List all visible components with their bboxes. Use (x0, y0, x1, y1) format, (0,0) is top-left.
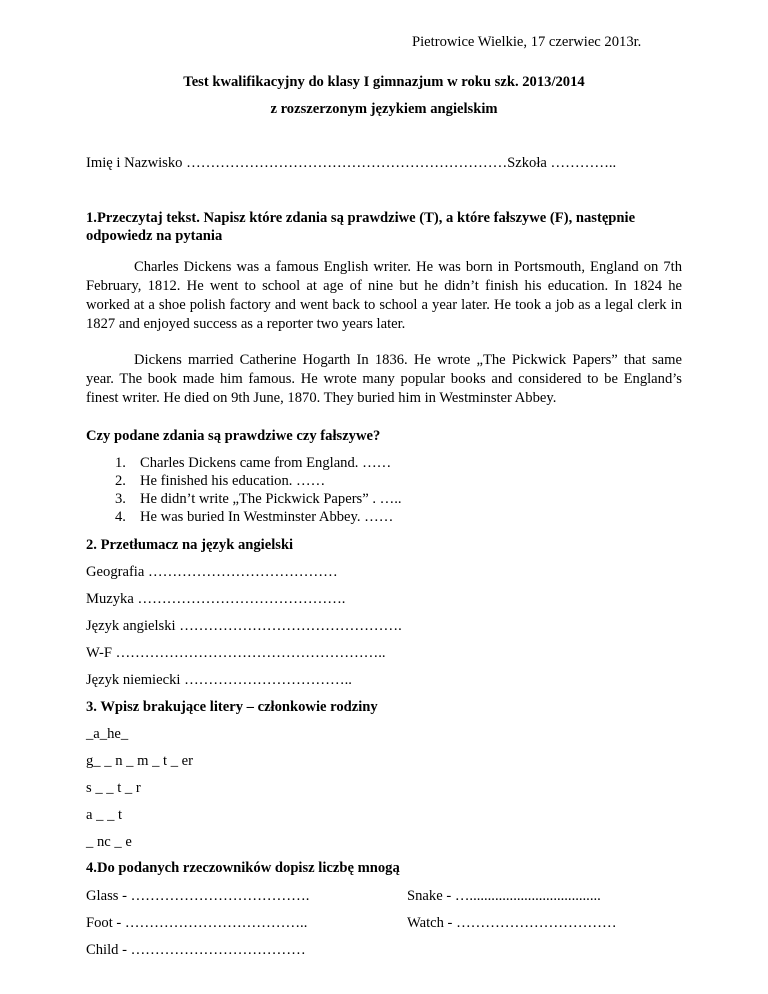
reading-paragraph-1 (86, 258, 682, 334)
plural-item-snake[interactable]: Snake - ….................................... (407, 888, 601, 904)
list-number: 3. (115, 491, 126, 507)
true-false-heading: Czy podane zdania są prawdziwe czy fałszywe? (86, 428, 381, 444)
missing-letters-item[interactable]: g_ _ n _ m _ t _ er (86, 753, 194, 769)
translation-item-jezyk-niemiecki[interactable]: Język niemiecki …………………………….. (86, 672, 352, 688)
plural-item-foot[interactable]: Foot - ……………………………….. (86, 915, 308, 931)
place-date: Pietrowice Wielkie, 17 czerwiec 2013r. (412, 34, 642, 50)
task3-heading: 3. Wpisz brakujące litery – członkowie rodziny (86, 699, 378, 715)
statement-text[interactable]: He didn’t write „The Pickwick Papers” . ….. (140, 491, 402, 507)
missing-letters-item[interactable]: _a_he_ (86, 726, 129, 742)
plural-item-watch[interactable]: Watch - …………………………… (407, 915, 617, 931)
statement-text[interactable]: He finished his education. …… (140, 473, 326, 489)
translation-item-jezyk-angielski[interactable]: Język angielski ………………………………………. (86, 618, 402, 634)
list-number: 4. (115, 509, 126, 525)
missing-letters-item[interactable]: a _ _ t (86, 807, 123, 823)
translation-item-wf[interactable]: W-F ……………………………………………….. (86, 645, 386, 661)
test-subtitle: z rozszerzonym językiem angielskim (270, 101, 498, 117)
statement-text[interactable]: He was buried In Westminster Abbey. …… (140, 509, 394, 525)
statement-text[interactable]: Charles Dickens came from England. …… (140, 455, 392, 471)
student-name-school-field[interactable]: Imię i Nazwisko …………………………………………………………Szkoła ………….. (86, 155, 617, 171)
task2-heading: 2. Przetłumacz na język angielski (86, 537, 294, 553)
reading-paragraph-1-text: Charles Dickens was a famous English writer. He was born in Portsmouth, England on 7th February, 1812. He went to school at age of nine but he didn’t finish his education. In 1824 he worked at a shoe polish factory and went back to school a year later. He took a job as a legal clerk in 1827 and enjoyed success as a reporter two years later. (86, 259, 682, 332)
task4-heading: 4.Do podanych rzeczowników dopisz liczbę mnogą (86, 860, 400, 876)
list-number: 1. (115, 455, 126, 471)
translation-item-muzyka[interactable]: Muzyka ……………………………………. (86, 591, 346, 607)
reading-paragraph-2-text: Dickens married Catherine Hogarth In 1836. He wrote „The Pickwick Papers” that same year. The book made him famous. He wrote many popular books and considered to be England’s finest writer. He died on 9th June, 1870. They buried him in Westminster Abbey. (86, 352, 682, 406)
translation-item-geografia[interactable]: Geografia ………………………………… (86, 564, 338, 580)
missing-letters-item[interactable]: s _ _ t _ r (86, 780, 141, 796)
missing-letters-item[interactable]: _ nc _ e (86, 834, 132, 850)
list-number: 2. (115, 473, 126, 489)
task1-heading: 1.Przeczytaj tekst. Napisz które zdania są prawdziwe (T), a które fałszywe (F), następnie odpowiedz na pytania (86, 210, 636, 244)
reading-paragraph-2 (86, 351, 682, 408)
plural-item-glass[interactable]: Glass - ………………………………. (86, 888, 310, 904)
test-title: Test kwalifikacyjny do klasy I gimnazjum w roku szk. 2013/2014 (183, 74, 585, 90)
plural-item-child[interactable]: Child - ……………………………… (86, 942, 306, 958)
